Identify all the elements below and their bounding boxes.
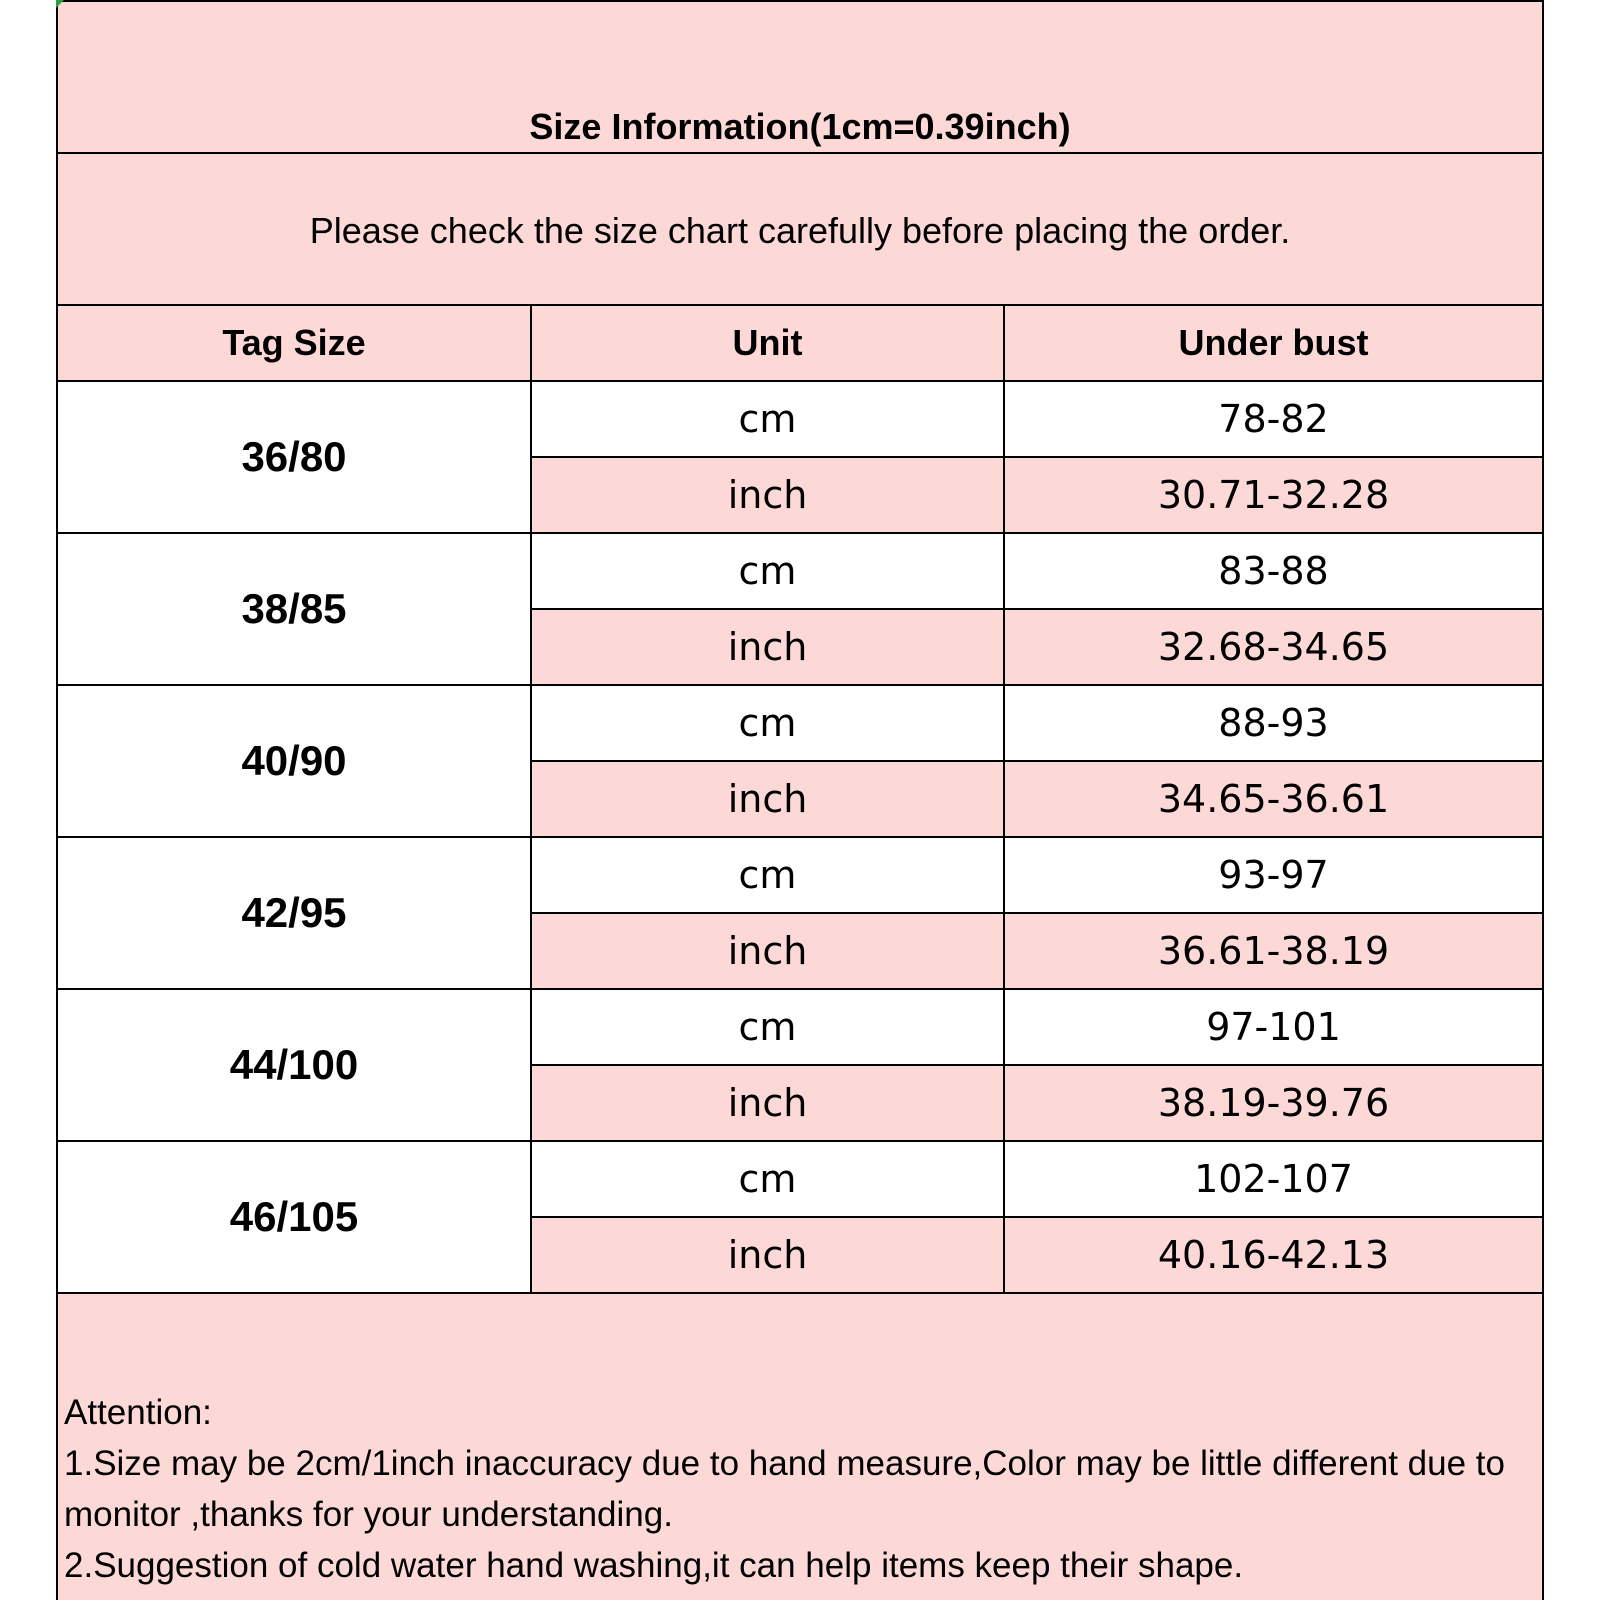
- table-row: [58, 837, 1542, 913]
- unit-cell-inch: inch: [531, 1065, 1004, 1141]
- table-row: [58, 1141, 1542, 1217]
- under-bust-cm-cell: 83-88: [1004, 533, 1542, 609]
- under-bust-cm-cell: 102-107: [1004, 1141, 1542, 1217]
- table-header-row: [58, 306, 1542, 381]
- under-bust-inch-cell: 32.68-34.65: [1004, 609, 1542, 685]
- header-unit: Unit: [531, 306, 1004, 381]
- header-under-bust: Under bust: [1004, 306, 1542, 381]
- tag-size-cell: 36/80: [58, 381, 531, 533]
- unit-cell-cm: cm: [531, 381, 1004, 457]
- notice-text: Please check the size chart carefully before placing the order.: [309, 210, 1291, 251]
- notice-row: [58, 154, 1542, 306]
- tag-size-cell: 38/85: [58, 533, 531, 685]
- unit-cell-cm: cm: [531, 533, 1004, 609]
- attention-notes: [64, 1387, 1534, 1591]
- table-row: [58, 685, 1542, 761]
- unit-cell-inch: inch: [531, 457, 1004, 533]
- unit-cell-cm: cm: [531, 1141, 1004, 1217]
- size-table: [58, 306, 1542, 1294]
- under-bust-cm-cell: 88-93: [1004, 685, 1542, 761]
- size-info-title: Size Information(1cm=0.39inch): [529, 106, 1071, 147]
- table-row: [58, 381, 1542, 457]
- under-bust-inch-cell: 38.19-39.76: [1004, 1065, 1542, 1141]
- under-bust-cm-cell: 93-97: [1004, 837, 1542, 913]
- unit-cell-inch: inch: [531, 609, 1004, 685]
- tag-size-cell: 44/100: [58, 989, 531, 1141]
- unit-cell-inch: inch: [531, 913, 1004, 989]
- attention-line-1: 1.Size may be 2cm/1inch inaccuracy due to hand measure,Color may be little different due to monitor ,thanks for your understanding.: [64, 1444, 1505, 1534]
- size-rows: [58, 381, 1542, 1293]
- size-chart-sheet: [56, 0, 1544, 1600]
- unit-cell-inch: inch: [531, 1217, 1004, 1293]
- title-row: [58, 2, 1542, 154]
- unit-cell-cm: cm: [531, 685, 1004, 761]
- header-tag-size: Tag Size: [58, 306, 531, 381]
- under-bust-inch-cell: 30.71-32.28: [1004, 457, 1542, 533]
- table-row: [58, 533, 1542, 609]
- unit-cell-cm: cm: [531, 837, 1004, 913]
- attention-heading: Attention:: [64, 1393, 212, 1432]
- under-bust-inch-cell: 34.65-36.61: [1004, 761, 1542, 837]
- under-bust-inch-cell: 36.61-38.19: [1004, 913, 1542, 989]
- unit-cell-cm: cm: [531, 989, 1004, 1065]
- under-bust-cm-cell: 97-101: [1004, 989, 1542, 1065]
- tag-size-cell: 46/105: [58, 1141, 531, 1293]
- table-row: [58, 989, 1542, 1065]
- attention-line-2: 2.Suggestion of cold water hand washing,it can help items keep their shape.: [64, 1546, 1244, 1585]
- under-bust-inch-cell: 40.16-42.13: [1004, 1217, 1542, 1293]
- tag-size-cell: 42/95: [58, 837, 531, 989]
- under-bust-cm-cell: 78-82: [1004, 381, 1542, 457]
- corner-accent-mark: [56, 0, 64, 8]
- tag-size-cell: 40/90: [58, 685, 531, 837]
- unit-cell-inch: inch: [531, 761, 1004, 837]
